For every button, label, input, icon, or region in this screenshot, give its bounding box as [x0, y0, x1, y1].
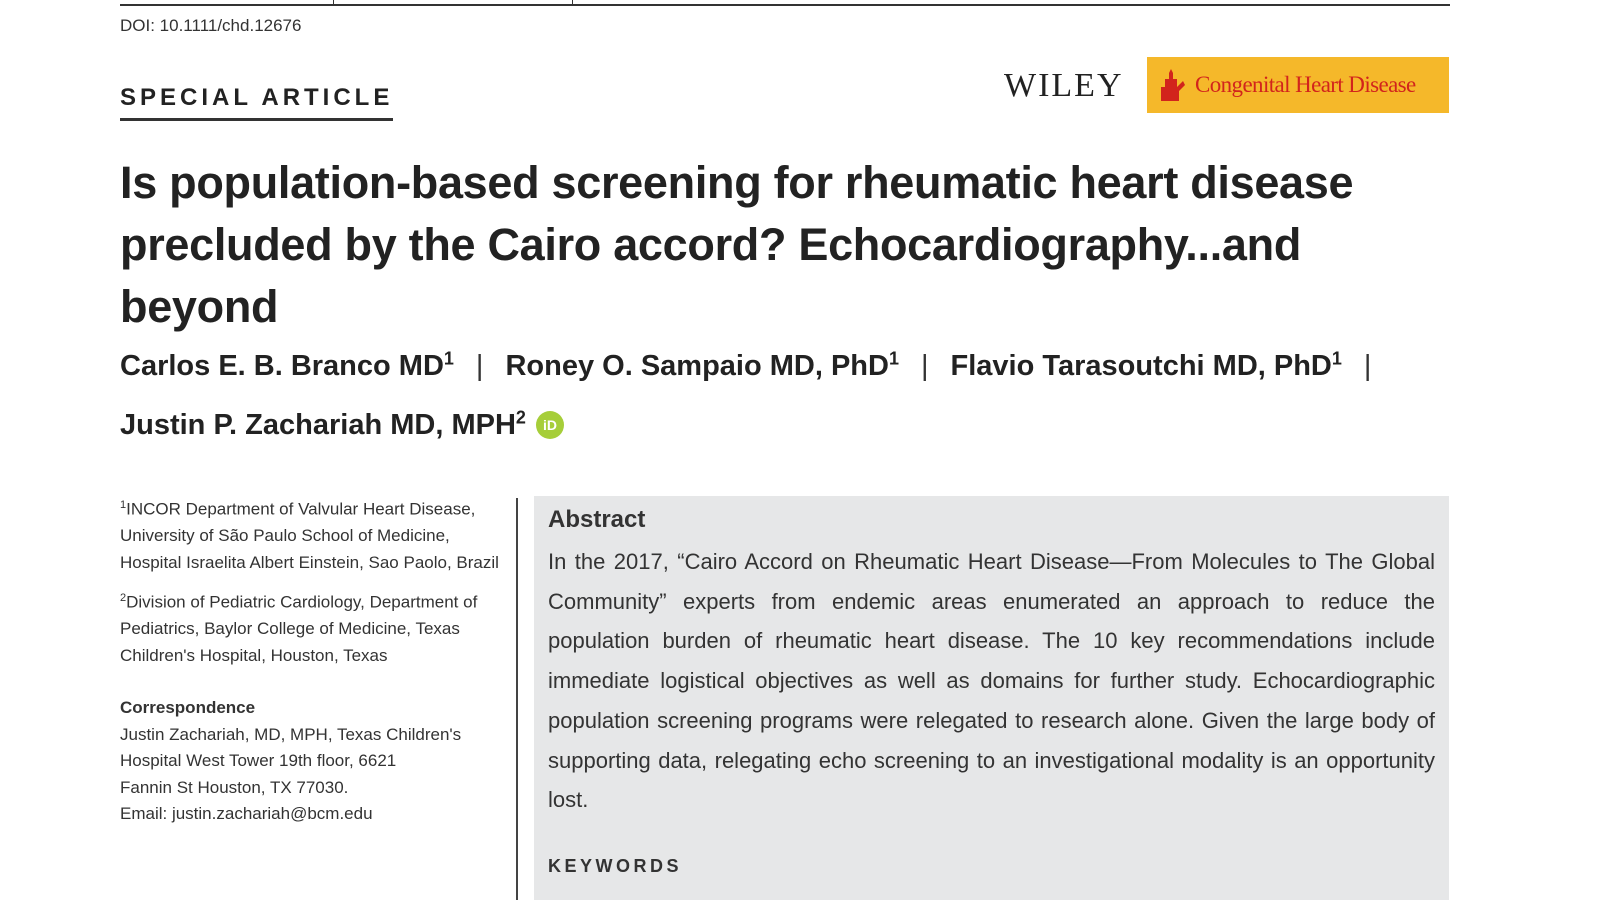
author-name[interactable]: Justin P. Zachariah MD, MPH$^2$: [120, 407, 526, 442]
journal-name: Congenital Heart Disease: [1195, 72, 1416, 97]
correspondence-address: Fannin St Houston, TX 77030.: [120, 777, 349, 797]
affiliation-marker: 1: [443, 348, 454, 368]
author-name[interactable]: Roney O. Sampaio MD, PhD$^1$: [505, 348, 899, 382]
header-rule: [120, 4, 1450, 6]
correspondence-heading: Correspondence: [120, 698, 256, 718]
abstract-heading: Abstract: [548, 506, 646, 533]
correspondence-email[interactable]: Email: justin.zachariah@bcm.edu: [120, 804, 373, 824]
author-name[interactable]: Carlos E. B. Branco $MD^1$: [120, 348, 454, 382]
column-divider: [516, 498, 518, 900]
publisher-logo[interactable]: WILEY: [1004, 67, 1124, 104]
keywords-heading: KEYWORDS: [548, 855, 683, 876]
author-name[interactable]: Flavio Tarasoutchi MD, PhD$^1$: [950, 348, 1342, 382]
affiliation-marker: 2: [515, 407, 526, 428]
orcid-icon[interactable]: iD: [536, 411, 564, 439]
title-line: Is population-based screening for rheumatic heart disease: [120, 157, 1354, 208]
correspondence-address: Justin Zachariah, MD, MPH, Texas Children's: [120, 724, 462, 744]
affiliation: $^2$Division of Pediatric Cardiology, Department of Pediatrics, Baylor College of Medicine, Texas Children's Hospital, Houston, Texas: [120, 592, 478, 665]
author-separator: |: [1363, 349, 1372, 382]
affiliation-marker: 1: [1331, 348, 1342, 368]
author-separator: |: [475, 349, 484, 382]
author-separator: |: [920, 349, 929, 382]
correspondence-address: Hospital West Tower 19th floor, 6621: [120, 751, 397, 771]
abstract-text: In the 2017, “Cairo Accord on Rheumatic Heart Disease—From Molecules to The Global Community” experts from endemic areas enumerated an approach to reduce the population burden of rheumatic heart disease. The 10 key recommendations include immediate logistical objectives as well as domains for further study. Echocardiographic population screening programs were relegated to research alone. Given the large body of supporting data, relegating echo screening to an investigational modality is an opportunity lost.: [548, 549, 1435, 813]
article-title: [120, 152, 1460, 338]
heart-logo-icon: [1157, 67, 1189, 103]
affiliation: $^1$INCOR Department of Valvular Heart Disease, University of São Paulo School of Medicine, Hospital Israelita Albert Einstein, Sao Paolo, Brazil: [120, 499, 499, 572]
header-rule-tick: [572, 0, 573, 6]
affiliation-marker: 1: [888, 348, 899, 368]
doi-link[interactable]: DOI: 10.1111/chd.12676: [120, 16, 302, 35]
section-label: SPECIAL ARTICLE: [120, 84, 393, 121]
abstract-box: [534, 496, 1449, 900]
title-line: precluded by the Cairo accord? Echocardiography...and beyond: [120, 219, 1302, 332]
author-list: [120, 332, 1460, 451]
journal-badge[interactable]: [1147, 57, 1449, 113]
header-rule-tick: [333, 0, 334, 6]
affiliations-panel: [120, 492, 505, 828]
